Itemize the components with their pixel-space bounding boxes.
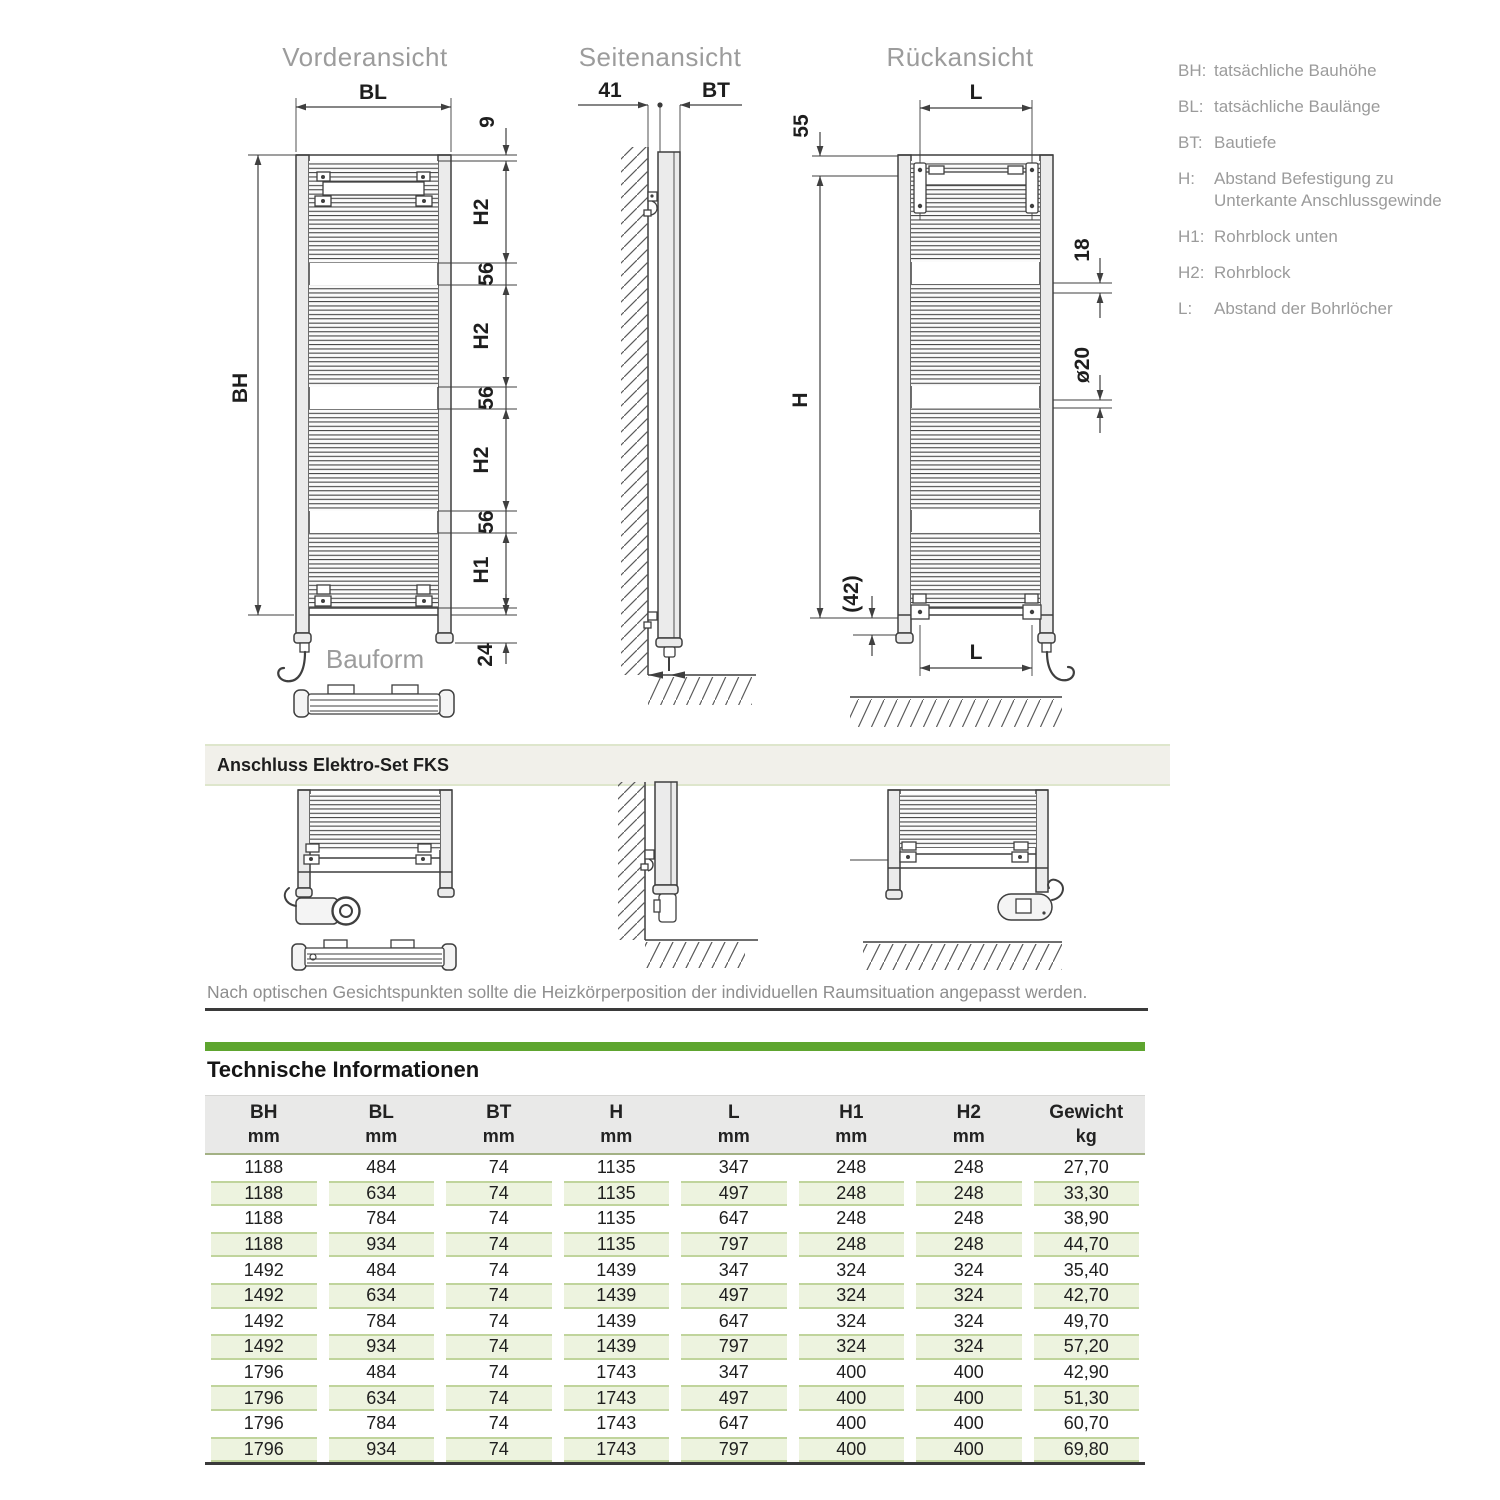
table-cell: 347 [718,1157,749,1178]
table-cell: 248 [916,1181,1022,1207]
table-cell: 324 [836,1310,867,1331]
column-label: H1 [839,1102,864,1123]
table-cell: 400 [953,1413,984,1434]
table-cell: 484 [366,1157,397,1178]
legend-term: BL: [1178,97,1204,116]
table-cell: 74 [446,1232,552,1258]
table-cell: 248 [953,1208,984,1229]
table-cell: 74 [488,1208,509,1229]
table-row [205,1334,1145,1360]
table-cell: 324 [836,1259,867,1280]
table-row [205,1257,1145,1283]
column-unit: mm [247,1126,280,1146]
table-cell: 400 [799,1437,905,1463]
column-unit: mm [365,1126,398,1146]
table-cell: 42,90 [1063,1362,1109,1383]
table-cell: 1743 [564,1437,670,1463]
table-cell: 27,70 [1063,1157,1109,1178]
front-radiator-body [278,155,453,681]
table-cell: 74 [488,1157,509,1178]
front-dim-56-2: 56 [475,386,498,410]
table-cell: 1796 [243,1413,284,1434]
table-row [205,1206,1145,1232]
fks-rear-floor [863,942,1062,970]
fks-section-header [205,744,1170,786]
side-dim-bt: BT [702,79,730,102]
table-cell: 1492 [211,1334,317,1360]
table-row [205,1385,1145,1411]
table-cell: 248 [799,1232,905,1258]
front-dim-9: 9 [476,116,499,128]
column-label: BH [250,1102,278,1123]
table-cell: 42,70 [1034,1283,1140,1309]
table-cell: 1796 [211,1437,317,1463]
table-cell: 1135 [596,1208,636,1229]
table-cell: 44,70 [1034,1232,1140,1258]
table-cell: 1439 [564,1283,670,1309]
column-label: BL [368,1102,394,1123]
front-dim-h2-2: H2 [470,322,493,350]
table-cell: 74 [488,1362,509,1383]
column-label: L [727,1102,740,1123]
table-cell: 497 [681,1283,787,1309]
legend-definition: Rohrblock [1214,263,1291,282]
table-header-cell [793,1101,911,1147]
dimension-legend [1178,60,1478,334]
front-view-title: Vorderansicht [282,42,448,72]
rear-view-drawing [780,40,1140,740]
rear-floor [850,697,1062,727]
table-cell: 647 [718,1208,749,1229]
table-cell: 647 [718,1310,749,1331]
table-cell: 347 [718,1362,749,1383]
table-cell: 74 [446,1181,552,1207]
table-cell: 69,80 [1034,1437,1140,1463]
table-cell: 484 [366,1362,397,1383]
table-cell: 784 [366,1413,397,1434]
column-unit: mm [600,1126,633,1146]
legend-definition: Abstand Befestigung zu Unterkante Anschlussgewinde [1214,169,1442,210]
rear-cable-hook [1047,652,1074,680]
table-cell: 1743 [596,1413,637,1434]
legend-item [1178,96,1478,118]
table-header-cell [440,1101,558,1147]
table-title: Technische Informationen [207,1057,480,1082]
rear-dim-h: H [789,392,812,408]
table-cell: 248 [799,1181,905,1207]
legend-item [1178,60,1478,82]
table-cell: 1743 [564,1385,670,1411]
column-label: Gewicht [1049,1102,1124,1123]
rear-dim-l-bottom: L [969,641,983,664]
rear-dim-42: (42) [840,575,863,613]
side-view-title: Seitenansicht [578,42,742,72]
column-unit: mm [482,1126,515,1146]
table-cell: 324 [953,1259,984,1280]
side-floor [648,671,756,705]
table-cell: 497 [681,1181,787,1207]
rear-dim-l-top: L [969,81,983,104]
bauform-plan-view [294,685,454,717]
side-view-drawing [560,40,790,740]
table-cell: 634 [329,1181,435,1207]
table-cell: 33,30 [1034,1181,1140,1207]
front-cable-hook [278,652,305,681]
table-cell: 248 [953,1157,984,1178]
rear-dim-18: 18 [1071,238,1094,262]
rear-view-title: Rückansicht [886,42,1034,72]
table-cell: 324 [799,1283,905,1309]
table-cell: 1492 [243,1310,284,1331]
table-cell: 497 [681,1385,787,1411]
table-cell: 400 [953,1362,984,1383]
table-cell: 347 [718,1259,749,1280]
table-row [205,1155,1145,1181]
front-dim-56-3: 56 [475,510,498,534]
table-cell: 324 [916,1334,1022,1360]
rear-radiator-body [896,150,1074,680]
front-valve [300,643,309,652]
legend-definition: tatsächliche Bauhöhe [1214,61,1377,80]
column-label: BT [486,1102,512,1123]
column-unit: mm [835,1126,868,1146]
table-cell: 74 [488,1413,509,1434]
rear-dim-d20: ø20 [1071,346,1094,384]
legend-term: H1: [1178,227,1205,246]
table-header-cell [910,1101,1028,1147]
table-cell: 324 [916,1283,1022,1309]
table-cell: 1796 [211,1385,317,1411]
legend-term: H2: [1178,263,1205,282]
legend-definition: tatsächliche Baulänge [1214,97,1381,116]
table-cell: 324 [953,1310,984,1331]
table-cell: 74 [446,1334,552,1360]
legend-term: L: [1178,299,1193,318]
table-cell: 934 [329,1334,435,1360]
fks-section-title: Anschluss Elektro-Set FKS [217,754,450,775]
side-radiator-body [656,152,682,671]
table-cell: 1188 [244,1157,284,1178]
front-view-drawing [200,40,540,740]
table-row [205,1437,1145,1463]
table-cell: 1439 [596,1259,637,1280]
table-cell: 248 [916,1232,1022,1258]
table-cell: 74 [446,1437,552,1463]
legend-item [1178,226,1478,248]
front-dim-h1: H1 [470,556,493,584]
fks-unit-rear [998,880,1063,920]
fks-plan-view [292,940,456,970]
table-row [205,1283,1145,1309]
table-cell: 400 [836,1413,867,1434]
column-label: H [609,1102,624,1123]
column-unit: kg [1075,1126,1097,1146]
table-cell: 797 [681,1334,787,1360]
table-cell: 38,90 [1063,1208,1109,1229]
table-header-cell [675,1101,793,1147]
section-divider [205,1008,1148,1011]
table-row [205,1411,1145,1437]
front-dim-24: 24 [474,643,497,667]
table-cell: 1135 [564,1232,670,1258]
table-cell: 35,40 [1063,1259,1109,1280]
legend-item [1178,132,1478,154]
fks-front-drawing [240,782,490,977]
table-cell: 1492 [211,1283,317,1309]
table-cell: 784 [366,1208,397,1229]
table-cell: 1743 [596,1362,637,1383]
table-cell: 1135 [596,1157,636,1178]
table-cell: 60,70 [1063,1413,1109,1434]
accent-bar [205,1042,1145,1051]
table-row [205,1232,1145,1258]
table-cell: 57,20 [1034,1334,1140,1360]
table-cell: 74 [446,1385,552,1411]
table-cell: 400 [916,1385,1022,1411]
table-header-cell [1028,1101,1146,1147]
front-dim-56-1: 56 [475,262,498,286]
table-cell: 74 [446,1283,552,1309]
table-body [205,1155,1145,1462]
table-cell: 74 [488,1259,509,1280]
table-cell: 784 [366,1310,397,1331]
table-cell: 248 [836,1157,867,1178]
table-header-cell [205,1101,323,1147]
legend-definition: Abstand der Bohrlöcher [1214,299,1393,318]
legend-term: H: [1178,169,1195,188]
positioning-note: Nach optischen Gesichtspunkten sollte die Heizkörperposition der individuellen Raumsituation angepasst werden. [207,982,1088,1002]
table-cell: 1439 [564,1334,670,1360]
fks-rear-drawing [850,782,1140,977]
technical-data-table [205,1095,1145,1465]
front-dim-h2-1: H2 [470,198,493,226]
column-label: H2 [956,1102,981,1123]
legend-definition: Rohrblock unten [1214,227,1338,246]
table-header-row [205,1095,1145,1155]
table-cell: 248 [836,1208,867,1229]
table-row [205,1309,1145,1335]
table-row [205,1181,1145,1207]
fks-side-floor [645,940,758,968]
table-cell: 634 [329,1283,435,1309]
front-dim-bh: BH [229,372,252,404]
table-cell: 1135 [564,1181,670,1207]
column-unit: mm [717,1126,750,1146]
side-dim-41: 41 [598,79,622,102]
table-cell: 400 [799,1385,905,1411]
table-cell: 1796 [243,1362,284,1383]
legend-item [1178,298,1478,320]
side-wall [621,147,648,675]
legend-item [1178,168,1478,212]
table-cell: 647 [718,1413,749,1434]
table-cell: 49,70 [1063,1310,1109,1331]
table-cell: 74 [488,1310,509,1331]
table-cell: 1492 [243,1259,284,1280]
table-cell: 797 [681,1232,787,1258]
table-cell: 1439 [596,1310,637,1331]
table-row [205,1360,1145,1386]
bauform-label: Bauform [325,644,425,674]
fks-side-drawing [595,782,805,977]
table-cell: 400 [916,1437,1022,1463]
table-cell: 51,30 [1034,1385,1140,1411]
table-cell: 797 [681,1437,787,1463]
front-dim-bl: BL [359,81,387,104]
legend-item [1178,262,1478,284]
legend-term: BH: [1178,61,1207,80]
table-cell: 324 [799,1334,905,1360]
table-header-cell [558,1101,676,1147]
table-cell: 1188 [211,1232,317,1258]
table-cell: 634 [329,1385,435,1411]
fks-unit-side [654,894,676,922]
legend-term: BT: [1178,133,1203,152]
front-dim-h2-3: H2 [470,446,493,474]
table-cell: 1188 [211,1181,317,1207]
table-header-cell [323,1101,441,1147]
table-cell: 934 [329,1232,435,1258]
rear-dim-55: 55 [790,114,813,138]
table-cell: 400 [836,1362,867,1383]
legend-definition: Bautiefe [1214,133,1277,152]
table-cell: 934 [329,1437,435,1463]
table-cell: 484 [366,1259,397,1280]
table-cell: 1188 [244,1208,284,1229]
column-unit: mm [952,1126,985,1146]
